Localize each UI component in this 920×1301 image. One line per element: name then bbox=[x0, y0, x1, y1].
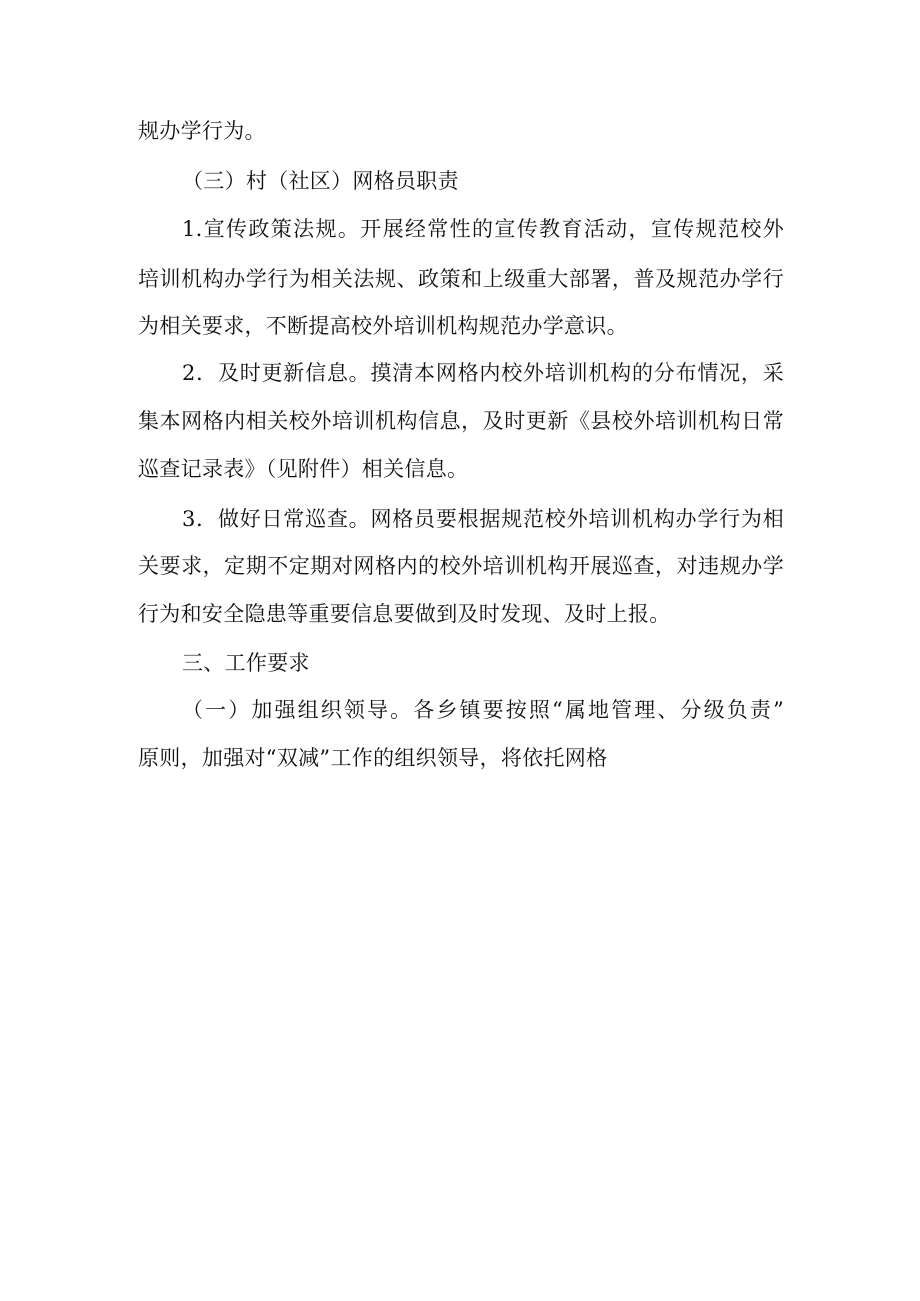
paragraph-3-line-2: 关要求，定期不定期对网格内的校外培训机构开展巡查，对违规办学 bbox=[138, 554, 784, 578]
paragraph-3-line-1: 3．做好日常巡查。网格员要根据规范校外培训机构办学行为相 bbox=[182, 507, 784, 531]
section-heading-work-requirements: 三、工作要求 bbox=[182, 651, 310, 675]
subheading-village-grid-duties: （三）村（社区）网格员职责 bbox=[182, 169, 459, 193]
paragraph-3-line-3: 行为和安全隐患等重要信息要做到及时发现、及时上报。 bbox=[138, 602, 671, 626]
paragraph-4-line-2: 原则，加强对“双减”工作的组织领导，将依托网格 bbox=[138, 746, 608, 770]
paragraph-1-line-1: 1.宣传政策法规。开展经常性的宣传教育活动，宣传规范校外 bbox=[182, 217, 784, 241]
text-line-continuation: 规办学行为。 bbox=[138, 119, 266, 143]
paragraph-2-line-1: 2．及时更新信息。摸清本网格内校外培训机构的分布情况，采 bbox=[182, 361, 784, 385]
paragraph-4-line-1: （一）加强组织领导。各乡镇要按照“属地管理、分级负责” bbox=[182, 698, 784, 722]
paragraph-1-line-3: 为相关要求，不断提高校外培训机构规范办学意识。 bbox=[138, 314, 628, 338]
paragraph-2-line-2: 集本网格内相关校外培训机构信息，及时更新《县校外培训机构日常 bbox=[138, 409, 784, 433]
paragraph-1-line-2: 培训机构办学行为相关法规、政策和上级重大部署，普及规范办学行 bbox=[138, 267, 784, 291]
paragraph-2-line-3: 巡查记录表》（见附件）相关信息。 bbox=[138, 457, 469, 481]
